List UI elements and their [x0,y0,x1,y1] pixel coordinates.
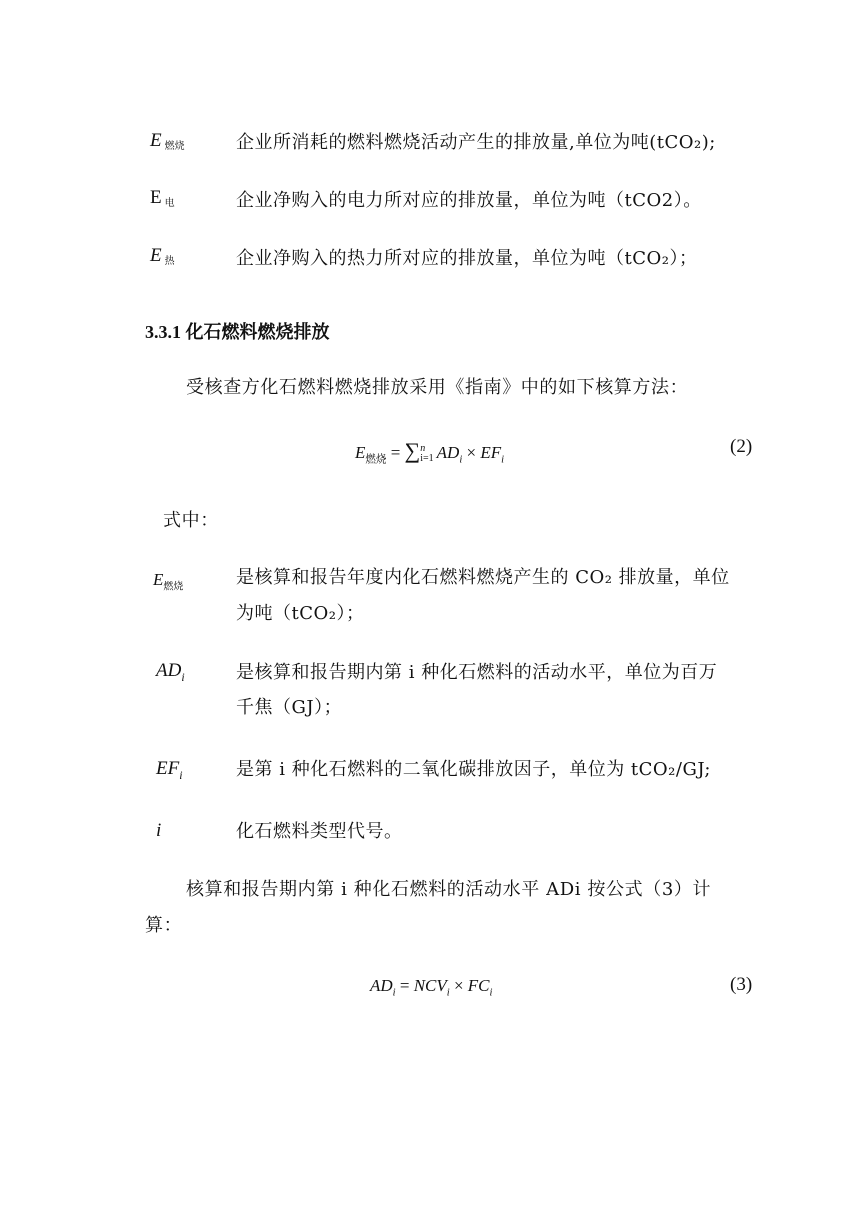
section-heading: 3.3.1 化石燃料燃烧排放 [145,322,330,342]
equation-3-number: (3) [730,974,753,995]
def-desc-heat: 企业净购入的热力所对应的排放量，单位为吨（tCO₂）； [236,248,698,269]
def-symbol-ef: $EF_i$ [156,758,183,782]
def-desc-e-combustion-line1: 是核算和报告年度内化石燃料燃烧产生的 CO₂ 排放量，单位 [236,567,730,588]
def-row-combustion [150,130,185,152]
def-symbol-e-combustion: $E_{燃烧}$ [153,570,184,593]
def-desc-combustion: 企业所消耗的燃料燃烧活动产生的排放量,单位为吨(tCO₂); [236,132,716,153]
def-desc-ad-line1: 是核算和报告期内第 i 种化石燃料的活动水平，单位为百万 [236,662,718,683]
where-label: 式中： [163,510,219,531]
def-desc-ef-line1: 是第 i 种化石燃料的二氧化碳排放因子，单位为 tCO₂/GJ; [236,759,711,780]
symbol-e-electricity: E电 [150,187,175,209]
def-desc-i-line1: 化石燃料类型代号。 [236,821,403,842]
def-desc-electricity: 企业净购入的电力所对应的排放量，单位为吨（tCO2）。 [236,190,702,211]
def-symbol-ad: $AD_i$ [156,660,185,684]
def-symbol-i: i [156,820,162,841]
symbol-e-combustion: E燃烧 [150,130,185,152]
def-row-electricity [150,187,175,209]
def-desc-e-combustion-line2: 为吨（tCO₂）； [236,603,365,624]
equation-2: $E_{燃烧}$ = ∑ n i=1 $AD_i \times EF_i$ [355,438,505,466]
ad-paragraph-line2: 算： [145,915,183,936]
def-row-heat [150,245,175,267]
equation-2-number: (2) [730,436,753,457]
symbol-e-heat: E热 [150,245,175,267]
def-desc-ad-line2: 千焦（GJ）； [236,697,343,718]
intro-paragraph: 受核查方化石燃料燃烧排放采用《指南》中的如下核算方法： [186,377,689,398]
equation-3: $AD_i = NCV_i \times FC_i$ [370,976,493,999]
ad-paragraph-line1: 核算和报告期内第 i 种化石燃料的活动水平 ADi 按公式（3）计 [186,879,712,900]
